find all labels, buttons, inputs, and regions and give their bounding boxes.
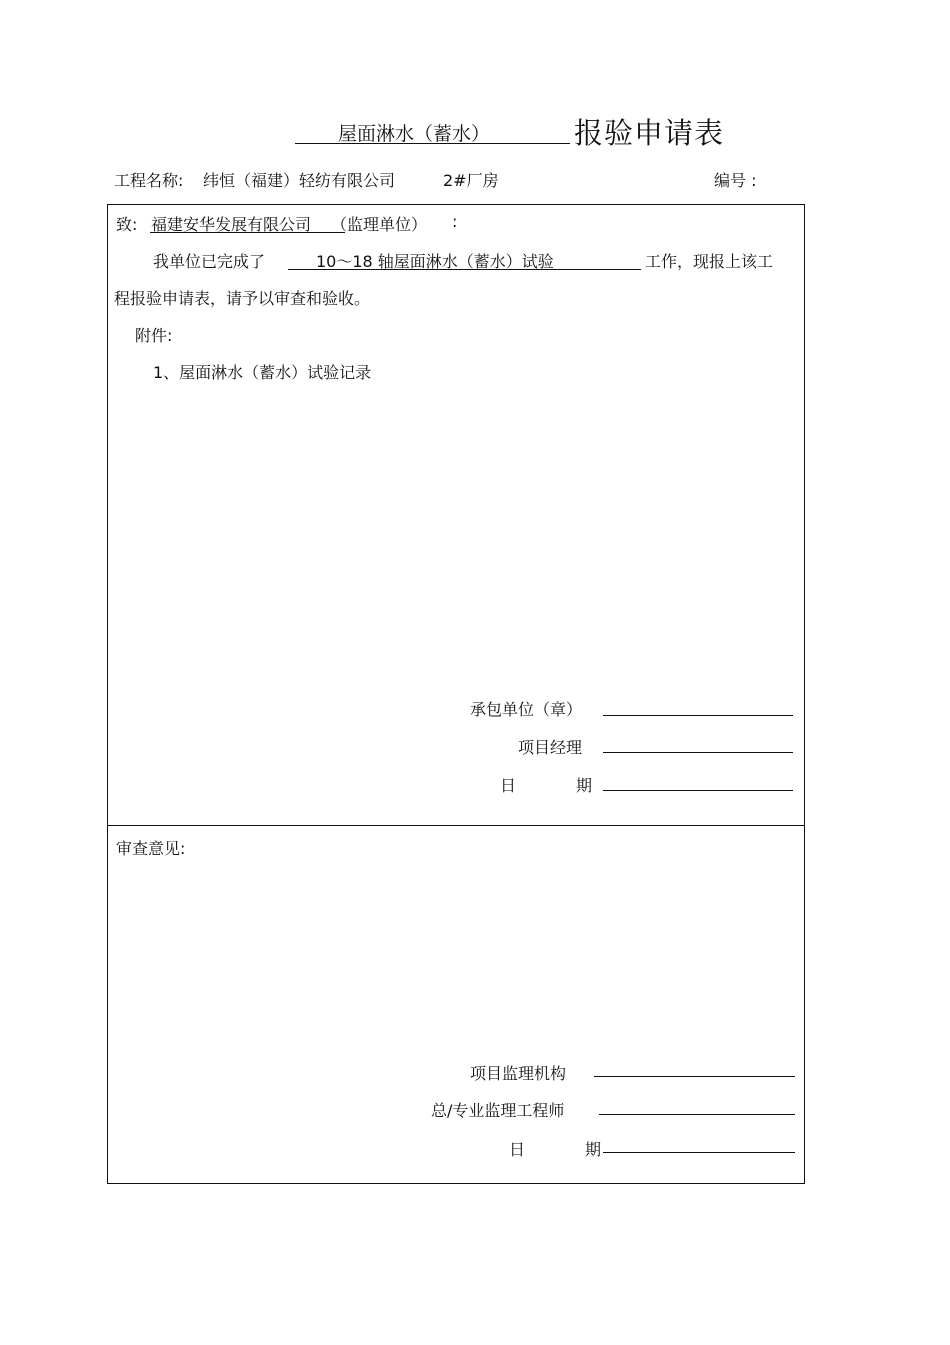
- contractor-sign-line: [603, 715, 793, 716]
- manager-sign-label: 项目经理: [518, 738, 583, 757]
- review-date-label-part1: 日: [509, 1140, 526, 1159]
- work-item-underline: [288, 269, 641, 270]
- review-section: [107, 825, 805, 1184]
- work-item: 10～18 轴屋面淋水（蓄水）试验: [316, 252, 554, 271]
- body-suffix: 工作，现报上该工: [645, 252, 774, 271]
- page-title: 报验申请表: [574, 116, 725, 150]
- attachment-label: 附件:: [135, 326, 173, 345]
- to-unit: 福建安华发展有限公司: [151, 215, 312, 234]
- date-sign-line: [603, 790, 793, 791]
- number-label: 编号 :: [714, 171, 757, 190]
- engineer-sign-label: 总/专业监理工程师: [431, 1101, 565, 1120]
- body-line-2: 程报验申请表，请予以审查和验收。: [114, 289, 371, 308]
- body-prefix: 我单位已完成了: [153, 252, 266, 271]
- project-name-value: 纬恒（福建）轻纺有限公司: [203, 171, 396, 190]
- manager-sign-line: [603, 752, 793, 753]
- review-label: 审查意见:: [116, 839, 186, 858]
- agency-sign-line: [594, 1076, 795, 1077]
- building-value: 2#厂房: [443, 171, 499, 190]
- contractor-sign-label: 承包单位（章）: [470, 700, 583, 719]
- project-name-label: 工程名称:: [114, 171, 184, 190]
- attachment-item-1: 1、屋面淋水（蓄水）试验记录: [153, 363, 372, 382]
- to-unit-underline: [150, 232, 345, 233]
- agency-sign-label: 项目监理机构: [470, 1064, 567, 1083]
- review-date-line: [603, 1152, 795, 1153]
- to-prefix: 致:: [116, 215, 138, 234]
- date-label-part2: 期: [576, 776, 593, 795]
- title-fill-text: 屋面淋水（蓄水）: [338, 123, 491, 145]
- to-colon: :: [452, 212, 458, 231]
- date-label-part1: 日: [500, 776, 517, 795]
- review-date-label-part2: 期: [585, 1140, 602, 1159]
- engineer-sign-line: [599, 1114, 795, 1115]
- to-unit-suffix: （监理单位）: [331, 215, 428, 234]
